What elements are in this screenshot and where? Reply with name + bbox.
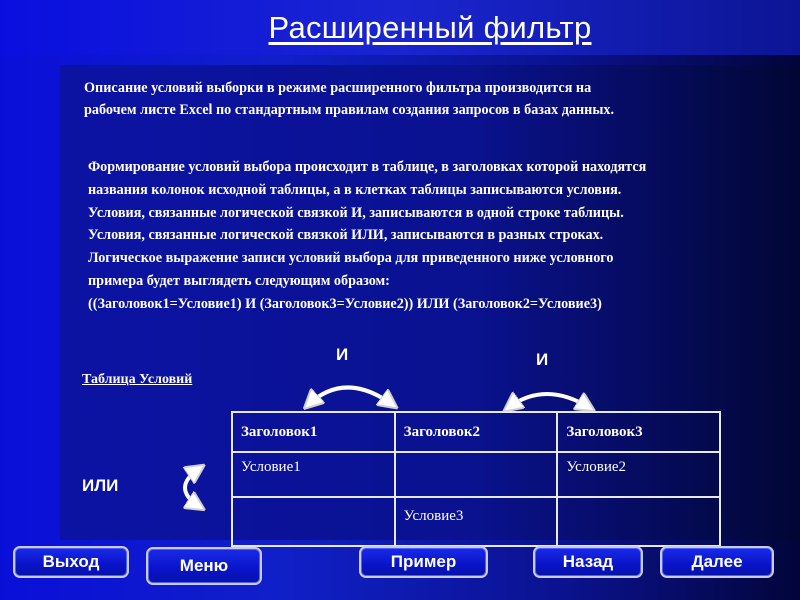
table-header-row [232,412,720,452]
conditions-table-caption: Таблица Условий [82,372,193,387]
menu-button[interactable]: Меню [146,547,262,585]
page-title: Расширенный фильтр [268,10,592,45]
back-button[interactable]: Назад [533,546,643,578]
table-cell: Условие2 [557,452,720,497]
table-cell: Условие3 [395,497,558,546]
curved-double-arrow-icon [185,468,200,507]
conditions-table [231,411,721,547]
table-row [232,497,720,546]
table-header-cell: Заголовок3 [557,412,720,452]
curved-double-arrow-icon [308,388,393,406]
table-row [232,452,720,497]
curved-double-arrow-icon [508,394,590,408]
next-button[interactable]: Далее [660,546,774,578]
explanation-line: ((Заголовок1=Условие1) И (Заголовок3=Условие2)) ИЛИ (Заголовок2=Условие3) [88,295,602,312]
table-header-cell: Заголовок1 [232,412,395,452]
table-cell [557,497,720,546]
exit-button[interactable]: Выход [13,546,129,578]
intro-line: Описание условий выборки в режиме расширенного фильтра производится на [84,80,592,96]
example-button[interactable]: Пример [359,546,488,578]
and-label-1: И [336,345,349,364]
table-header-cell: Заголовок2 [395,412,558,452]
or-label: ИЛИ [82,476,119,495]
explanation-line: Логическое выражение записи условий выбора для приведенного ниже условного [88,250,614,267]
explanation-line: Формирование условий выбора происходит в таблице, в заголовках которой находятся [88,159,647,175]
explanation-line: Условия, связанные логической связкой И, записываются в одной строке таблицы. [88,204,624,221]
explanation-line: примера будет выглядеть следующим образом: [88,272,390,289]
intro-line: рабочем листе Excel по стандартным правилам создания запросов в базах данных. [84,102,615,118]
table-cell [395,452,558,497]
explanation-line: названия колонок исходной таблицы, а в клетках таблицы записываются условия. [88,181,622,198]
table-cell: Условие1 [232,452,395,497]
and-label-2: И [536,350,549,369]
explanation-line: Условия, связанные логической связкой ИЛИ, записываются в разных строках. [88,227,604,244]
table-cell [232,497,395,546]
